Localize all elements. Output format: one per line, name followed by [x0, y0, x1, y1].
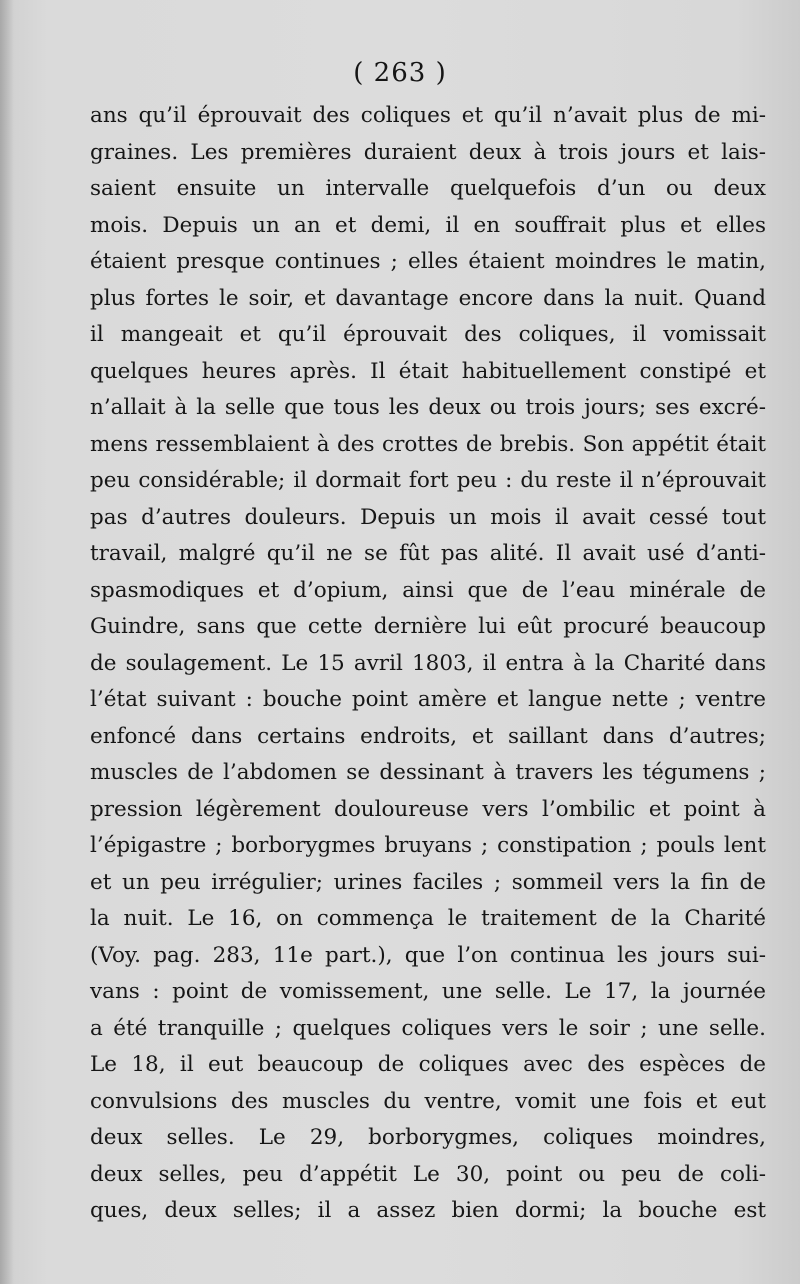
text-line: graines. Les premières duraient deux à trois jours et lais-: [90, 139, 766, 165]
text-line: n’allait à la selle que tous les deux ou trois jours; ses excré-: [90, 395, 766, 420]
text-line: vans : point de vomissement, une selle. Le 17, la journée: [90, 979, 766, 1004]
body-text: [90, 98, 766, 1230]
text-line: spasmodiques et d’opium, ainsi que de l’eau minérale de: [90, 577, 766, 603]
text-line: (Voy. pag. 283, 11e part.), que l’on continua les jours sui-: [90, 942, 766, 968]
page-number: ( 263 ): [353, 58, 447, 88]
text-line: a été tranquille ; quelques coliques vers le soir ; une selle.: [90, 1015, 766, 1041]
text-line: deux selles, peu d’appétit Le 30, point ou peu de coli-: [90, 1161, 766, 1187]
text-line: ans qu’il éprouvait des coliques et qu’il n’avait plus de mi-: [90, 103, 766, 128]
text-line: enfoncé dans certains endroits, et saillant dans d’autres;: [90, 723, 766, 749]
text-line: l’état suivant : bouche point amère et langue nette ; ventre: [90, 687, 766, 712]
text-line: plus fortes le soir, et davantage encore dans la nuit. Quand: [90, 285, 766, 311]
text-line: pas d’autres douleurs. Depuis un mois il avait cessé tout: [90, 504, 766, 530]
text-line: deux selles. Le 29, borborygmes, coliques moindres,: [90, 1125, 766, 1150]
text-line: et un peu irrégulier; urines faciles ; sommeil vers la fin de: [90, 869, 766, 895]
text-line: convulsions des muscles du ventre, vomit une fois et eut: [90, 1088, 766, 1114]
text-line: ques, deux selles; il a assez bien dormi; la bouche est: [90, 1198, 766, 1223]
text-line: mois. Depuis un an et demi, il en souffrait plus et elles: [90, 212, 766, 238]
text-line: étaient presque continues ; elles étaient moindres le matin,: [90, 249, 766, 274]
text-line: Guindre, sans que cette dernière lui eût procuré beaucoup: [90, 614, 766, 639]
text-line: travail, malgré qu’il ne se fût pas alité. Il avait usé d’anti-: [90, 541, 766, 566]
text-line: pression légèrement douloureuse vers l’ombilic et point à: [90, 796, 766, 822]
page-gutter-shadow: [0, 0, 14, 1284]
text-line: Le 18, il eut beaucoup de coliques avec des espèces de: [90, 1052, 766, 1077]
text-line: quelques heures après. Il était habituellement constipé et: [90, 358, 766, 384]
text-line: saient ensuite un intervalle quelquefois d’un ou deux: [90, 176, 766, 201]
text-line: la nuit. Le 16, on commença le traitement de la Charité: [90, 906, 766, 931]
text-line: peu considérable; il dormait fort peu : du reste il n’éprouvait: [90, 468, 766, 493]
text-line: muscles de l’abdomen se dessinant à travers les tégumens ;: [90, 760, 766, 785]
text-line: il mangeait et qu’il éprouvait des coliques, il vomissait: [90, 322, 766, 347]
text-line: mens ressemblaient à des crottes de brebis. Son appétit était: [90, 431, 766, 457]
text-line: de soulagement. Le 15 avril 1803, il entra à la Charité dans: [90, 650, 766, 676]
text-line: l’épigastre ; borborygmes bruyans ; constipation ; pouls lent: [90, 833, 766, 858]
